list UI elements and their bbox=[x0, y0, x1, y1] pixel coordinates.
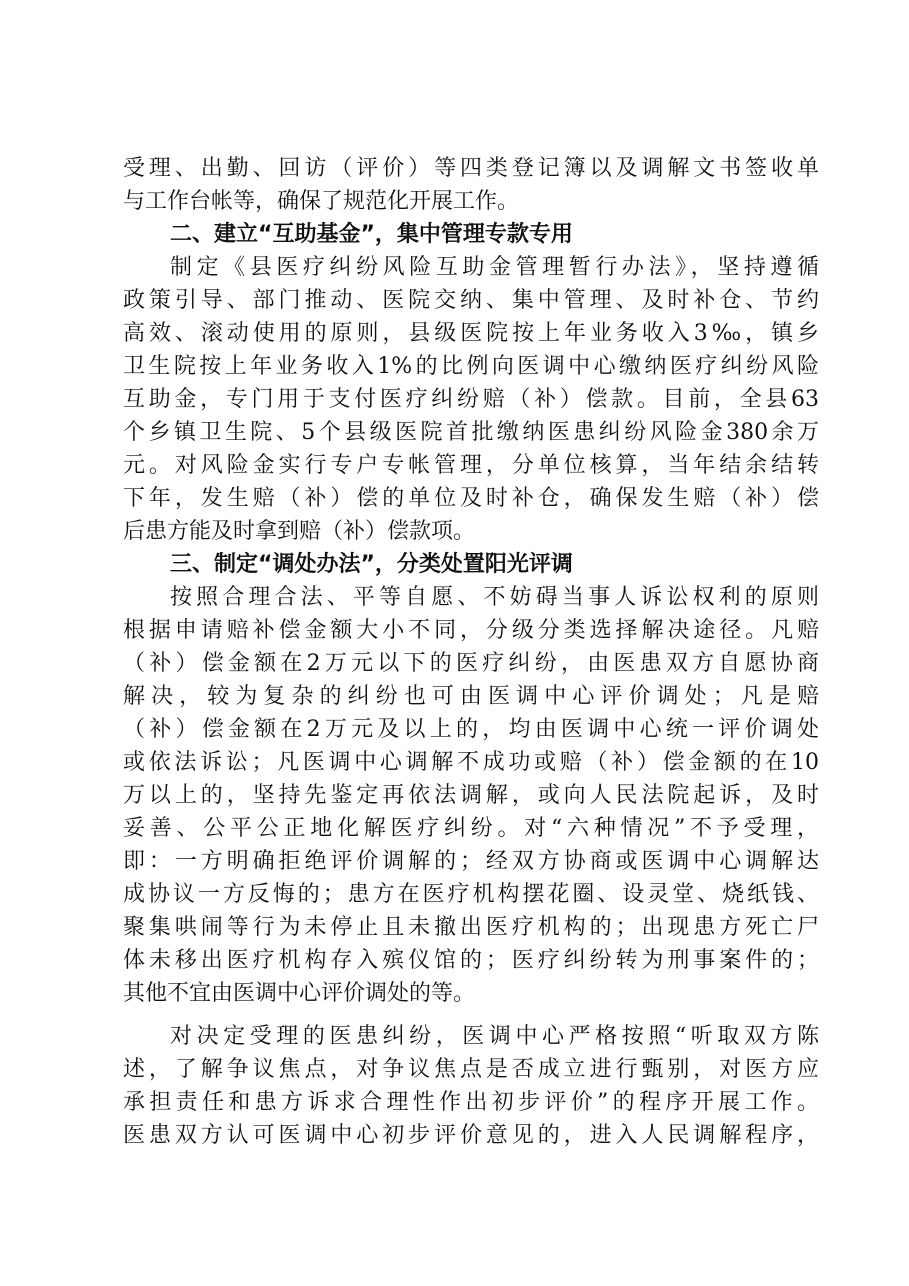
paragraph-line: （补）偿金额在2万元以下的医疗纠纷，由医患双方自愿协商 bbox=[123, 651, 819, 676]
paragraph-line: 述，了解争议焦点，对争议焦点是否成立进行甄别，对医方应 bbox=[123, 1057, 819, 1082]
document-body bbox=[123, 152, 819, 1152]
paragraph-line: 互助金，专门用于支付医疗纠纷赔（补）偿款。目前，全县63 bbox=[123, 387, 819, 412]
paragraph-line: 妥善、公平公正地化解医疗纠纷。对“六种情况”不予受理， bbox=[123, 816, 819, 841]
paragraph-line: 根据申请赔补偿金额大小不同，分级分类选择解决途径。凡赔 bbox=[123, 618, 819, 643]
paragraph-line: 卫生院按上年业务收入1%的比例向医调中心缴纳医疗纠纷风险 bbox=[123, 354, 819, 379]
paragraph-line: 按照合理合法、平等自愿、不妨碍当事人诉讼权利的原则 bbox=[170, 585, 819, 610]
paragraph-line: 万以上的，坚持先鉴定再依法调解，或向人民法院起诉，及时 bbox=[123, 783, 819, 808]
paragraph-line: 即：一方明确拒绝评价调解的；经双方协商或医调中心调解达 bbox=[123, 849, 819, 874]
paragraph-line: 聚集哄闹等行为未停止且未撤出医疗机构的；出现患方死亡尸 bbox=[123, 915, 819, 940]
paragraph-line: 对决定受理的医患纠纷，医调中心严格按照“听取双方陈 bbox=[170, 1024, 819, 1049]
paragraph-line: 承担责任和患方诉求合理性作出初步评价”的程序开展工作。 bbox=[123, 1090, 819, 1115]
paragraph-line: 或依法诉讼；凡医调中心调解不成功或赔（补）偿金额的在10 bbox=[123, 750, 819, 775]
paragraph-line: 其他不宜由医调中心评价调处的等。 bbox=[123, 981, 476, 1006]
paragraph-line: 医患双方认可医调中心初步评价意见的，进入人民调解程序， bbox=[123, 1123, 819, 1148]
paragraph-line: 与工作台帐等，确保了规范化开展工作。 bbox=[123, 189, 520, 214]
paragraph-line: 体未移出医疗机构存入殡仪馆的；医疗纠纷转为刑事案件的； bbox=[123, 948, 819, 973]
paragraph-line: 下年，发生赔（补）偿的单位及时补仓，确保发生赔（补）偿 bbox=[123, 486, 819, 511]
section-heading-2: 二、建立“互助基金”，集中管理专款专用 bbox=[170, 222, 573, 247]
paragraph-line: 高效、滚动使用的原则，县级医院按上年业务收入3‰，镇乡 bbox=[123, 321, 819, 346]
paragraph-line: 制定《县医疗纠纷风险互助金管理暂行办法》，坚持遵循 bbox=[170, 255, 819, 280]
section-heading-3: 三、制定“调处办法”，分类处置阳光评调 bbox=[170, 552, 573, 577]
paragraph-line: 个乡镇卫生院、5个县级医院首批缴纳医患纠纷风险金380余万 bbox=[123, 420, 819, 445]
paragraph-line: 元。对风险金实行专户专帐管理，分单位核算，当年结余结转 bbox=[123, 453, 819, 478]
paragraph-line: 后患方能及时拿到赔（补）偿款项。 bbox=[123, 519, 476, 544]
paragraph-line: （补）偿金额在2万元及以上的，均由医调中心统一评价调处 bbox=[123, 717, 819, 742]
paragraph-line: 政策引导、部门推动、医院交纳、集中管理、及时补仓、节约 bbox=[123, 288, 819, 313]
paragraph-line: 受理、出勤、回访（评价）等四类登记簿以及调解文书签收单 bbox=[123, 156, 819, 181]
paragraph-spacer bbox=[123, 1010, 819, 1020]
paragraph-line: 成协议一方反悔的；患方在医疗机构摆花圈、设灵堂、烧纸钱、 bbox=[123, 882, 819, 907]
paragraph-line: 解决，较为复杂的纠纷也可由医调中心评价调处；凡是赔 bbox=[123, 684, 819, 709]
